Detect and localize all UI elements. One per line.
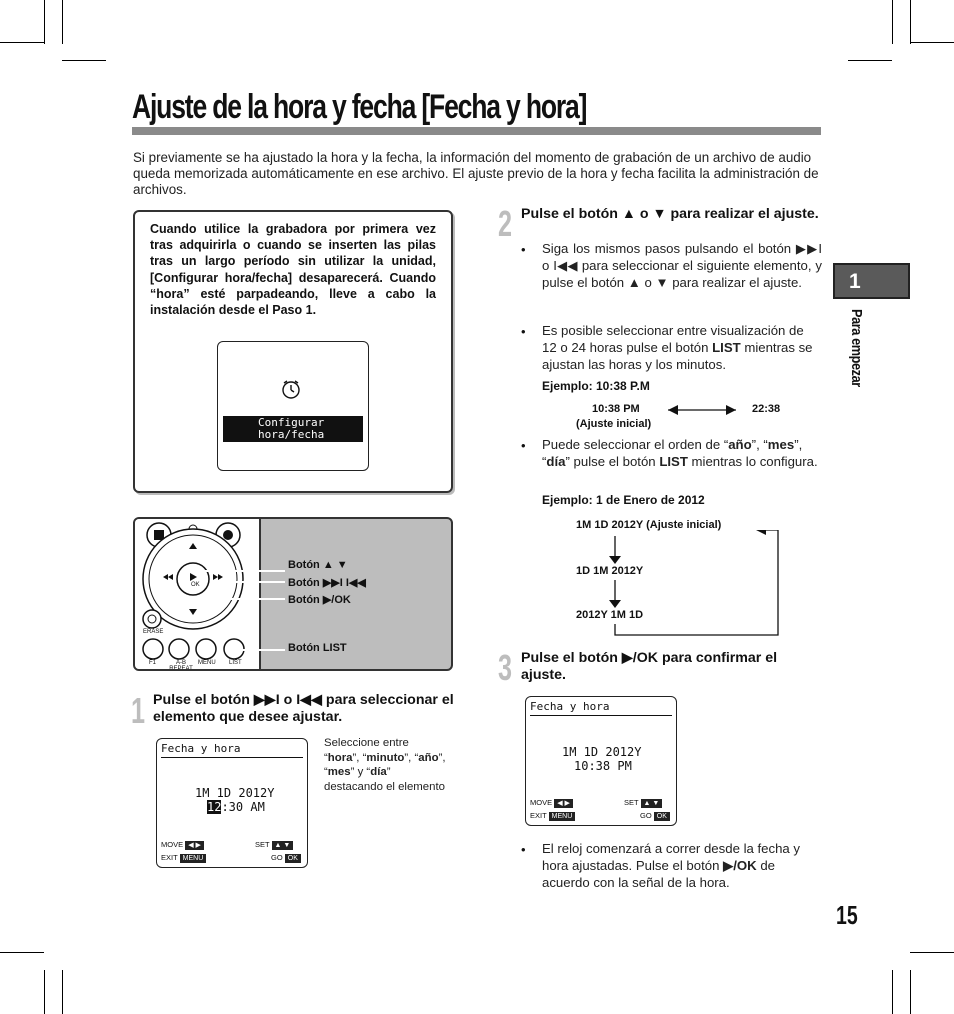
lcd-line: Configurar	[258, 416, 325, 429]
label-list: Botón LIST	[288, 642, 347, 654]
lcd-screen-setup	[217, 341, 369, 471]
lcd-move: MOVE ◀ ▶	[530, 798, 573, 808]
crop-mark	[62, 0, 63, 44]
crop-mark	[910, 0, 911, 44]
ok-label: OK	[191, 582, 200, 588]
lcd-highlight	[223, 416, 363, 442]
note-text: Cuando utilice la grabadora por primera vez tras adquirirla o cuando se inserten las pilas tras un largo período sin utilizar la unidad, [Configurar hora/fecha] desaparecerá. Cuando “hora” esté parpadeando, lleve a cabo la instalación desde el Paso 1.	[150, 222, 436, 318]
lcd-hour: 12	[207, 800, 222, 814]
double-arrow-icon	[666, 403, 738, 417]
example-value: 10:38 PM	[592, 403, 640, 415]
step-heading: Pulse el botón ▶▶I o I◀◀ para seleccionar el elemento que desee ajustar.	[153, 692, 454, 725]
menu-label: MENU	[198, 660, 216, 666]
order-option: 1D 1M 2012Y	[576, 565, 644, 577]
crop-mark	[892, 0, 893, 44]
erase-label: ERASE	[143, 629, 164, 635]
page-number: 15	[836, 900, 858, 930]
crop-mark	[44, 970, 45, 1014]
crop-mark	[892, 970, 893, 1014]
step3-bullet: El reloj comenzará a correr desde la fecha y hora ajustadas. Pulse el botón ▶/OK de acuerdo con la señal de la hora.	[542, 841, 801, 890]
example-label: Ejemplo: 1 de Enero de 2012	[542, 493, 705, 507]
step2-bullet1: Siga los mismos pasos pulsando el botón ▶▶I o I◀◀ para seleccionar el siguiente elemento, y pulse el botón ▲ o ▼ para realizar el ajuste.	[542, 241, 822, 290]
lcd-time: 10:38 PM	[574, 759, 632, 773]
crop-mark	[910, 952, 954, 953]
lcd-line: hora/fecha	[258, 428, 325, 441]
order-cycle-arrows	[600, 530, 790, 640]
bullet: •	[521, 842, 526, 857]
lcd-divider	[161, 757, 303, 758]
lcd-screen-step1	[156, 738, 308, 868]
crop-mark	[62, 970, 63, 1014]
lcd-exit: EXIT MENU	[530, 811, 575, 821]
lcd-set: SET ▲ ▼	[255, 840, 293, 850]
step2-bullet2: Es posible seleccionar entre visualización de 12 o 24 horas pulse el botón LIST mientras se ajustan las horas y los minutos.	[542, 323, 813, 372]
f1-label: F1	[149, 660, 157, 666]
step1-caption: Seleccione entre “hora”, “minuto”, “año”, “mes” y “día” destacando el elemento	[324, 737, 446, 793]
chapter-number: 1	[849, 270, 861, 293]
clock-icon	[280, 378, 302, 400]
crop-mark	[848, 60, 892, 61]
lcd-screen-step3	[525, 696, 677, 826]
lcd-time-rest: :30 AM	[221, 800, 265, 814]
lcd-go: GO OK	[271, 853, 301, 863]
lcd-date: 1M 1D 2012Y	[195, 786, 275, 800]
lcd-move: MOVE ◀ ▶	[161, 840, 204, 850]
page-title: Ajuste de la hora y fecha [Fecha y hora]	[132, 88, 587, 126]
device-illustration	[133, 517, 453, 671]
step2-bullet3: Puede seleccionar el orden de “año”, “mes”, “día” pulse el botón LIST mientras lo configura.	[542, 437, 818, 469]
step-number: 2	[498, 203, 513, 244]
crop-mark	[62, 60, 106, 61]
crop-mark	[0, 42, 44, 43]
step-heading: Pulse el botón ▲ o ▼ para realizar el ajuste.	[521, 206, 819, 222]
list-label: LIST	[229, 660, 242, 666]
bullet: •	[521, 324, 526, 339]
lcd-go: GO OK	[640, 811, 670, 821]
step-heading: Pulse el botón ▶/OK para confirmar el ajuste.	[521, 650, 778, 683]
crop-mark	[910, 42, 954, 43]
lcd-set: SET ▲ ▼	[624, 798, 662, 808]
label-play-ok: Botón ▶/OK	[288, 594, 351, 606]
example-value: 22:38	[752, 403, 781, 415]
lcd-time	[207, 800, 265, 814]
crop-mark	[910, 970, 911, 1014]
lcd-title: Fecha y hora	[530, 700, 610, 713]
lcd-title: Fecha y hora	[161, 742, 241, 755]
lcd-date: 1M 1D 2012Y	[562, 745, 642, 759]
label-ff-rew: Botón ▶▶I I◀◀	[288, 577, 366, 589]
step-number: 1	[131, 690, 146, 731]
chapter-tab	[833, 263, 910, 299]
bullet: •	[521, 242, 526, 257]
label-up-down: Botón ▲ ▼	[288, 559, 348, 571]
crop-mark	[44, 0, 45, 44]
title-underline	[132, 127, 821, 135]
example-label: Ejemplo: 10:38 P.M	[542, 379, 650, 393]
intro-paragraph: Si previamente se ha ajustado la hora y la fecha, la información del momento de grabación de un archivo de audio queda memorizada automáticamente en ese archivo. El ajuste previo de la hora y fecha facilita la administración de archivos.	[133, 150, 819, 197]
lcd-exit: EXIT MENU	[161, 853, 206, 863]
example-note: (Ajuste inicial)	[576, 418, 652, 430]
lcd-divider	[530, 715, 672, 716]
order-option: 2012Y 1M 1D	[576, 609, 644, 621]
chapter-label: Para empezar	[848, 309, 865, 387]
ab-repeat-label: A-B REPEAT	[169, 660, 193, 671]
step-number: 3	[498, 647, 513, 688]
bullet: •	[521, 438, 526, 453]
order-option: 1M 1D 2012Y (Ajuste inicial)	[576, 519, 722, 531]
crop-mark	[0, 952, 44, 953]
